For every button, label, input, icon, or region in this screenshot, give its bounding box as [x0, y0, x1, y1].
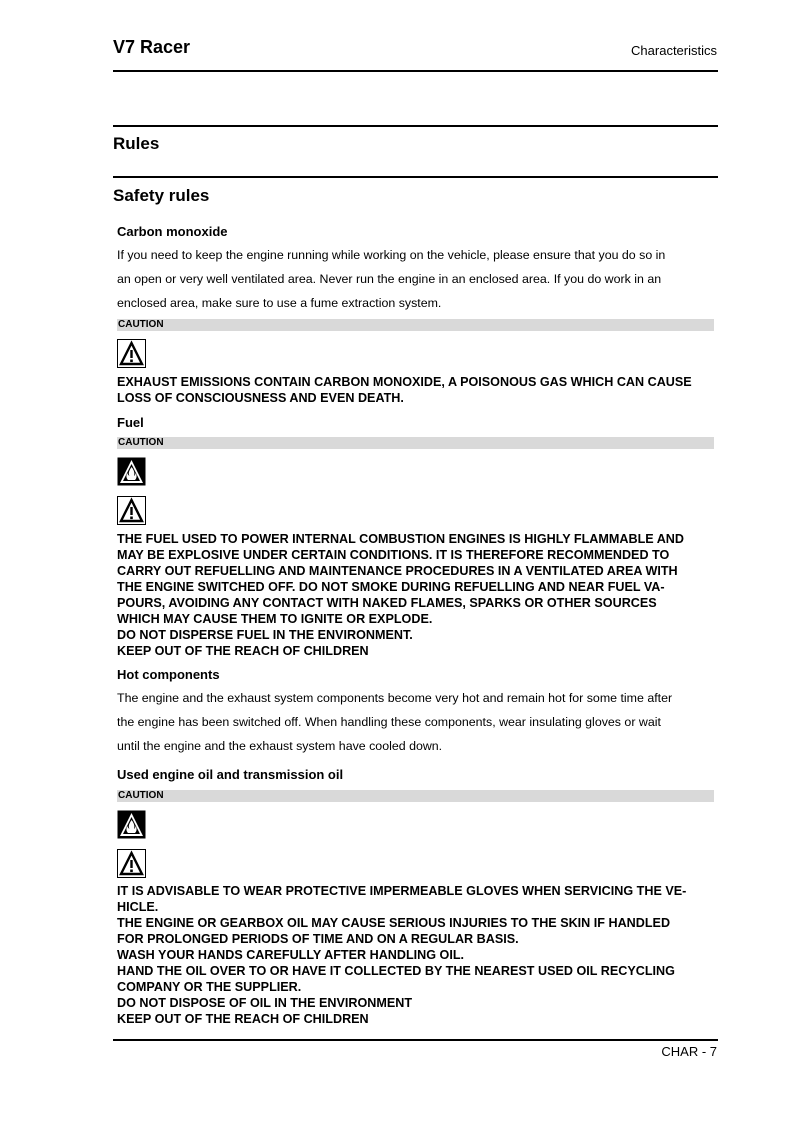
page-number: CHAR - 7	[661, 1044, 717, 1059]
warning-line: HAND THE OIL OVER TO OR HAVE IT COLLECTED BY THE NEAREST USED OIL RECYCLING	[117, 964, 675, 978]
warning-line: THE ENGINE SWITCHED OFF. DO NOT SMOKE DURING REFUELLING AND NEAR FUEL VA-	[117, 580, 665, 594]
document-title: V7 Racer	[113, 37, 191, 57]
warning-line: FOR PROLONGED PERIODS OF TIME AND ON A REGULAR BASIS.	[117, 932, 519, 946]
carbon-monoxide-text	[117, 243, 717, 315]
paragraph-line: The engine and the exhaust system components become very hot and remain hot for some time after	[117, 691, 673, 705]
warning-line: THE FUEL USED TO POWER INTERNAL COMBUSTION ENGINES IS HIGHLY FLAMMABLE AND	[117, 532, 684, 546]
warning-line: EXHAUST EMISSIONS CONTAIN CARBON MONOXIDE, A POISONOUS GAS WHICH CAN CAUSE	[117, 375, 692, 389]
caution-label: CAUTION	[117, 437, 714, 449]
footer-divider	[113, 1039, 718, 1041]
warning-line: DO NOT DISPOSE OF OIL IN THE ENVIRONMENT	[117, 996, 413, 1010]
header-divider	[113, 70, 718, 72]
paragraph-line: an open or very well ventilated area. Never run the engine in an enclosed area. If you do work in an	[117, 272, 662, 286]
hot-components-heading: Hot components	[117, 667, 220, 682]
paragraph-line: If you need to keep the engine running while working on the vehicle, please ensure that you do so in	[117, 248, 666, 262]
caution-label: CAUTION	[117, 790, 714, 802]
warning-line: HICLE.	[117, 900, 159, 914]
paragraph-line: enclosed area, make sure to use a fume extraction system.	[117, 296, 442, 310]
warning-line: LOSS OF CONSCIOUSNESS AND EVEN DEATH.	[117, 391, 404, 405]
hot-components-text	[117, 686, 717, 758]
warning-triangle-icon	[117, 849, 146, 878]
caution-label: CAUTION	[117, 319, 714, 331]
fuel-warning	[117, 531, 714, 659]
paragraph-line: until the engine and the exhaust system have cooled down.	[117, 739, 443, 753]
flammable-icon	[117, 810, 146, 839]
safety-rules-heading: Safety rules	[113, 186, 210, 205]
paragraph-line: the engine has been switched off. When handling these components, wear insulating gloves or wait	[117, 715, 661, 729]
safety-divider	[113, 176, 718, 178]
warning-line: COMPANY OR THE SUPPLIER.	[117, 980, 302, 994]
warning-line: KEEP OUT OF THE REACH OF CHILDREN	[117, 644, 369, 658]
warning-line: WHICH MAY CAUSE THEM TO IGNITE OR EXPLODE.	[117, 612, 433, 626]
rules-divider	[113, 125, 718, 127]
flammable-icon	[117, 457, 146, 486]
used-oil-warning	[117, 883, 714, 1027]
carbon-monoxide-heading: Carbon monoxide	[117, 224, 228, 239]
fuel-heading: Fuel	[117, 415, 144, 430]
warning-line: WASH YOUR HANDS CAREFULLY AFTER HANDLING OIL.	[117, 948, 465, 962]
warning-line: MAY BE EXPLOSIVE UNDER CERTAIN CONDITIONS. IT IS THEREFORE RECOMMENDED TO	[117, 548, 670, 562]
section-name: Characteristics	[631, 43, 717, 58]
warning-line: DO NOT DISPERSE FUEL IN THE ENVIRONMENT.	[117, 628, 413, 642]
warning-line: IT IS ADVISABLE TO WEAR PROTECTIVE IMPERMEABLE GLOVES WHEN SERVICING THE VE-	[117, 884, 687, 898]
warning-line: KEEP OUT OF THE REACH OF CHILDREN	[117, 1012, 369, 1026]
warning-line: POURS, AVOIDING ANY CONTACT WITH NAKED FLAMES, SPARKS OR OTHER SOURCES	[117, 596, 657, 610]
used-oil-heading: Used engine oil and transmission oil	[117, 767, 344, 782]
warning-triangle-icon	[117, 339, 146, 368]
warning-line: CARRY OUT REFUELLING AND MAINTENANCE PROCEDURES IN A VENTILATED AREA WITH	[117, 564, 678, 578]
carbon-monoxide-warning	[117, 374, 714, 406]
warning-triangle-icon	[117, 496, 146, 525]
rules-heading: Rules	[113, 134, 160, 153]
warning-line: THE ENGINE OR GEARBOX OIL MAY CAUSE SERIOUS INJURIES TO THE SKIN IF HANDLED	[117, 916, 671, 930]
